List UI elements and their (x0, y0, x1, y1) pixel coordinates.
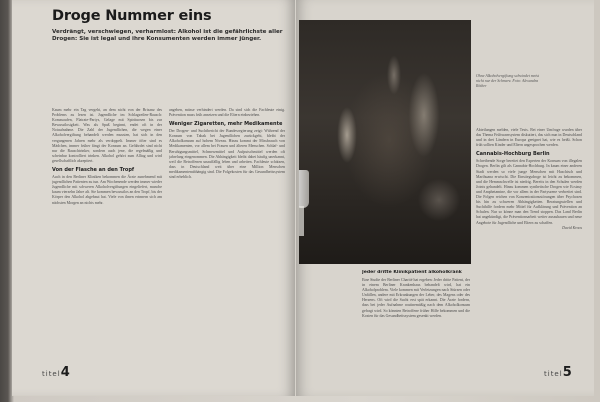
right-page (296, 0, 594, 396)
folio-number: 4 (60, 365, 70, 380)
box-text: Eine Studie der Berliner Charité hat ergeben: Jeder dritte Patient, der in einem Berliner Krankenhaus behandelt wird, hat ein Alkoholproblem. Viele kommen mit Verletzungen nach Stürzen oder Unfällen, andere mit Erkrankungen der Leber, des Magens oder des Herzens. Oft wird die Sucht erst spät erkannt. Die Ärzte fordern, dass bei jeder Aufnahme routinemäßig nach dem Alkoholkonsum gefragt wird. So könnten Betroffene früher Hilfe bekommen und die Kosten für das Gesundheitssystem gesenkt werden. (362, 278, 470, 318)
body-paragraph: Abteilungen melden, viele Tests. Bei einer Umfrage wurden über das Thema Frühwarnsystem diskutiert, das sich nun in Deutschland und in drei Ländern in Europa geeignet hat, wie es heißt. Schon früh sollten Kinder und Eltern angesprochen werden. (476, 128, 582, 148)
body-paragraph: Auch in den Berliner Kliniken bekommen die Ärzte zunehmend mit jugendlichen Patienten zu tun. Am Wochenende werden immer wieder Jugendliche mit schweren Alkoholvergiftungen eingeliefert, manche kaum vierzehn Jahre alt. Sie kommen bewusstlos an den Tropf, bis der Körper den Alkohol abgebaut hat. Viele von ihnen erinnern sich am nächsten Morgen an nichts mehr. (52, 175, 162, 205)
left-column-1 (52, 108, 162, 370)
folio-label: titel (544, 370, 563, 378)
subheading: Von der Flasche an den Tropf (52, 167, 135, 174)
folio-label: titel (42, 370, 61, 378)
right-column (476, 128, 582, 368)
body-paragraph: Schreibende Sorge bereitet den Experten der Konsum von illegalen Drogen. Berlin gilt als Cannabis-Hochburg. In kaum einer anderen Stadt werden so viele junge Menschen mit Haschisch und Marihuana erwischt. Die Einstiegsdroge ist leicht zu bekommen, und die Hemmschwelle ist niedrig. Bereits in den Schulen werden Joints gehandelt. Hinzu kommen synthetische Drogen wie Ecstasy und Amphetamine, die vor allem in der Partyszene verbreitet sind. Die Folgen reichen von Konzentrationsstörungen über Psychosen bis hin zu schweren Abhängigkeiten. Beratungsstellen und Suchthilfe fordern mehr Mittel für Aufklärung und Prävention an Schulen. Nur so könne man den Trend stoppen. Das Land Berlin hat angekündigt, die Präventionsarbeit weiter auszubauen und neue Angebote für Jugendliche und Eltern zu schaffen. (476, 159, 582, 225)
author-signature: David Kroos (562, 225, 582, 230)
page-number-left (42, 361, 70, 380)
headline: Droge Nummer eins (52, 8, 212, 24)
body-paragraph: angehen, müsse verhindert werden. Da sind sich die Fachleute einig. Prävention muss früh ansetzen und die Eltern einbeziehen. (169, 108, 285, 118)
glass-stem-shape (299, 206, 304, 236)
info-box (362, 270, 470, 370)
subheading: Cannabis-Hochburg Berlin (476, 151, 550, 158)
bar-photo (299, 20, 471, 264)
left-page (12, 0, 295, 396)
photo-caption: Ohne Alkoholvergiftung schwindet meist nicht nur der Schmerz. Foto: Alexandra Röther (476, 74, 539, 88)
folio-number: 5 (562, 365, 572, 380)
lead-text: Verdrängt, verschwiegen, verharmlost: Alkohol ist die gefährlichste aller Drogen: Sie ist legal und ihre Konsumenten werden immer jünger. (52, 29, 283, 42)
box-title: Jeder dritte Klinikpatient alkoholkrank (362, 270, 462, 275)
body-paragraph: Der Drogen- und Suchtbericht der Bundesregierung zeigt: Während der Konsum von Tabak bei Jugendlichen zurückgeht, bleibt der Alkoholkonsum auf hohem Niveau. Hinzu kommt der Missbrauch von Medikamenten, vor allem bei Frauen und älteren Menschen. Schlaf- und Beruhigungsmittel, Schmerzmittel und Aufputschmittel werden oft jahrelang eingenommen. Die Abhängigkeit bleibt dabei häufig unerkannt, weil die Betroffenen unauffällig leben und arbeiten. Fachleute schätzen, dass in Deutschland weit über eine Million Menschen medikamentenabhängig sind. Die Folgekosten für das Gesundheitssystem sind erheblich. (169, 129, 285, 180)
left-column-2 (169, 108, 285, 370)
subheading: Weniger Zigaretten, mehr Medikamente (169, 121, 283, 128)
wine-glass-shape (299, 170, 309, 208)
page-number-right (544, 361, 572, 380)
body-paragraph: Kaum mehr ein Tag vergeht, an dem nicht von der Brisanz des Problems zu lesen ist. Jugendliche im Schlagzeilen-Rausch: Komasaufen, Flatrate-Partys, Gelage mit Spirituosen bis zur Bewusstlosigkeit. Was als Spaß beginnt, endet oft in der Notaufnahme. Die Zahl der Jugendlichen, die wegen einer Alkoholvergiftung behandelt werden mussten, hat sich in den vergangenen Jahren mehr als verdoppelt. Immer öfter sind es Mädchen, immer früher fängt der Konsum an. Gefährdet sind nicht nur die Rauschtrinker, sondern auch jene, die regelmäßig und scheinbar kontrolliert trinken. Alkohol gehört zum Alltag und wird gesellschaftlich akzeptiert. (52, 108, 162, 163)
